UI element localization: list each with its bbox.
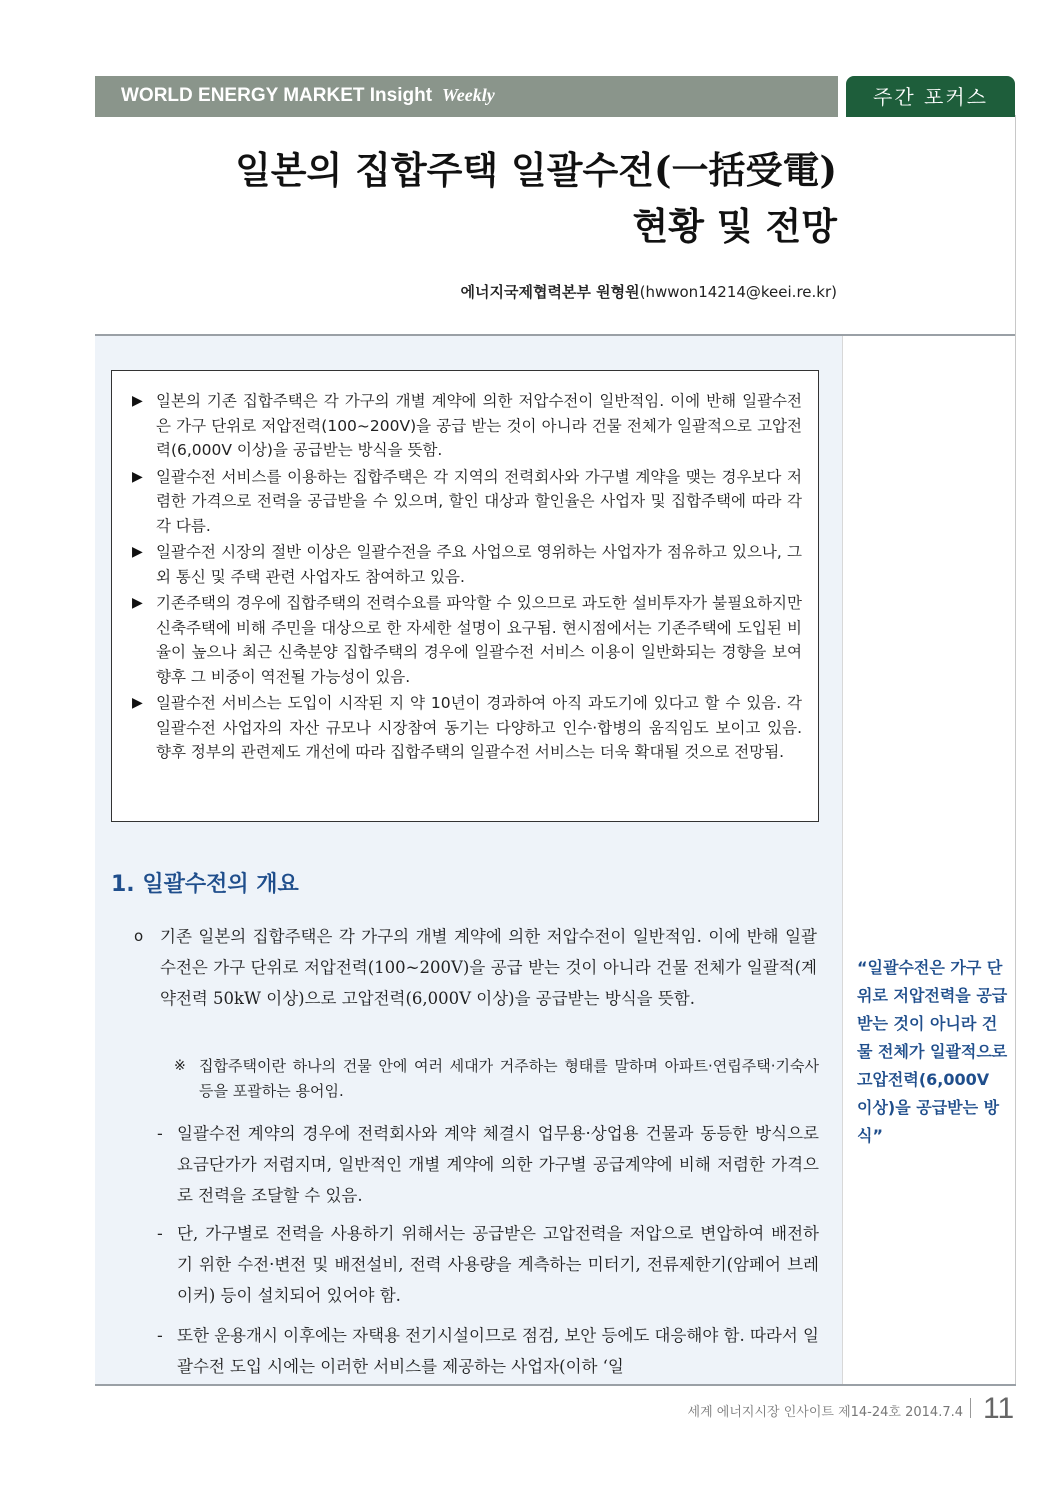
bottom-divider — [95, 1384, 1016, 1386]
summary-box — [111, 370, 819, 822]
triangle-bullet-icon: ▶ — [132, 595, 143, 611]
section-heading: 1. 일괄수전의 개요 — [111, 872, 299, 897]
footnote-definition: 집합주택이란 하나의 건물 안에 여러 세대가 거주하는 형태를 말하며 아파트·연립주택·기숙사 등을 포괄하는 용어임. — [199, 1057, 819, 1100]
summary-item: ▶ 기존주택의 경우에 집합주택의 전력수요를 파악할 수 있으므로 과도한 설비투자가 불필요하지만 신축주택에 비해 주민을 대상으로 한 자세한 설명이 요구됨. 현시점에서는 기존주택에 도입된 비율이 높으나 최근 신축분양 집합주택의 경우에 일괄수전 서비스 이용이 일반화되는 경향을 보여 향후 그 비중이 역전될 가능성이 있음. — [132, 591, 802, 689]
paragraph-marker: o — [134, 927, 144, 945]
pull-quote: “일괄수전은 가구 단위로 저압전력을 공급 받는 것이 아니라 건물 전체가 일괄적으로 고압전력(6,000V 이상)을 공급받는 방식” — [857, 958, 1008, 1145]
header-bar-title: WORLD ENERGY MARKET Insight — [121, 84, 433, 106]
triangle-bullet-icon: ▶ — [132, 393, 143, 409]
triangle-bullet-icon: ▶ — [132, 468, 143, 485]
summary-item: ▶ 일괄수전 서비스를 이용하는 집합주택은 각 지역의 전력회사와 가구별 계약을 맺는 경우보다 저렴한 가격으로 전력을 공급받을 수 있으며, 할인 대상과 할인율은 사업자 및 집합주택에 따라 각각 다름. — [132, 465, 802, 539]
title-line-1: 일본의 집합주택 일괄수전(一括受電) — [235, 148, 837, 192]
dash-paragraph-1: 일괄수전 계약의 경우에 전력회사와 계약 체결시 업무용·상업용 건물과 동등한 방식으로 요금단가가 저렴지며, 일반적인 개별 계약에 의한 가구별 공급계약에 비해 저렴한 가격으로 전력을 조달할 수 있음. — [177, 1124, 819, 1205]
dash-paragraph-2: 단, 가구별로 전력을 사용하기 위해서는 공급받은 고압전력을 저압으로 변압하여 배전하기 위한 수전·변전 및 배전설비, 전력 사용량을 계측하는 미터기, 전류제한기(암페어 브레이커) 등이 설치되어 있어야 함. — [177, 1224, 819, 1305]
note-marker: ※ — [174, 1058, 186, 1074]
page-number: 11 — [983, 1392, 1015, 1425]
tab-underline — [846, 115, 1015, 117]
header-weekly-label: Weekly — [442, 85, 495, 105]
header-underline — [95, 115, 838, 117]
dash-bullet-icon: - — [157, 1326, 163, 1345]
author-org: 에너지국제협력본부 원형원 — [460, 283, 640, 301]
footer-publication: 세계 에너지시장 인사이트 제14-24호 2014.7.4 — [687, 1405, 963, 1420]
footer-separator — [970, 1398, 971, 1418]
author-email: (hwwon14214@keei.re.kr) — [639, 283, 837, 301]
section-tab-label: 주간 포커스 — [873, 85, 988, 109]
dash-bullet-icon: - — [157, 1124, 163, 1143]
right-border — [1015, 115, 1016, 1385]
article-title — [235, 142, 837, 254]
summary-list — [132, 389, 802, 765]
section-tab — [846, 76, 1015, 115]
dash-bullet-icon: - — [157, 1224, 163, 1243]
author-line — [461, 281, 838, 302]
column-divider — [842, 336, 843, 1386]
title-line-2: 현황 및 전망 — [632, 204, 837, 248]
triangle-bullet-icon: ▶ — [132, 544, 143, 560]
summary-item: ▶ 일괄수전 시장의 절반 이상은 일괄수전을 주요 사업으로 영위하는 사업자가 점유하고 있으나, 그 외 통신 및 주택 관련 사업자도 참여하고 있음. — [132, 540, 802, 589]
dash-paragraph-3: 또한 운용개시 이후에는 자택용 전기시설이므로 점검, 보안 등에도 대응해야 함. 따라서 일괄수전 도입 시에는 이러한 서비스를 제공하는 사업자(이하 ‘일 — [177, 1326, 819, 1376]
body-paragraph-1: 기존 일본의 집합주택은 각 가구의 개별 계약에 의한 저압수전이 일반적임. 이에 반해 일괄수전은 가구 단위로 저압전력(100~200V)을 공급 받는 것이 아니라 건물 전체가 일괄적(계약전력 50kW 이상)으로 고압전력(6,000V 이상)을 공급받는 방식을 뜻함. — [160, 927, 817, 1008]
summary-item: ▶ 일괄수전 서비스는 도입이 시작된 지 약 10년이 경과하여 아직 과도기에 있다고 할 수 있음. 각 일괄수전 사업자의 자산 규모나 시장참여 동기는 다양하고 인수·합병의 움직임도 보이고 있음. 향후 정부의 관련제도 개선에 따라 집합주택의 일괄수전 서비스는 더욱 확대될 것으로 전망됨. — [132, 691, 802, 765]
triangle-bullet-icon: ▶ — [132, 695, 143, 711]
summary-item: ▶ 일본의 기존 집합주택은 각 가구의 개별 계약에 의한 저압수전이 일반적임. 이에 반해 일괄수전은 가구 단위로 저압전력(100~200V)을 공급 받는 것이 아니라 건물 전체가 일괄적으로 고압전력(6,000V 이상)을 공급받는 방식을 뜻함. — [132, 389, 802, 463]
header-bar — [95, 76, 838, 115]
